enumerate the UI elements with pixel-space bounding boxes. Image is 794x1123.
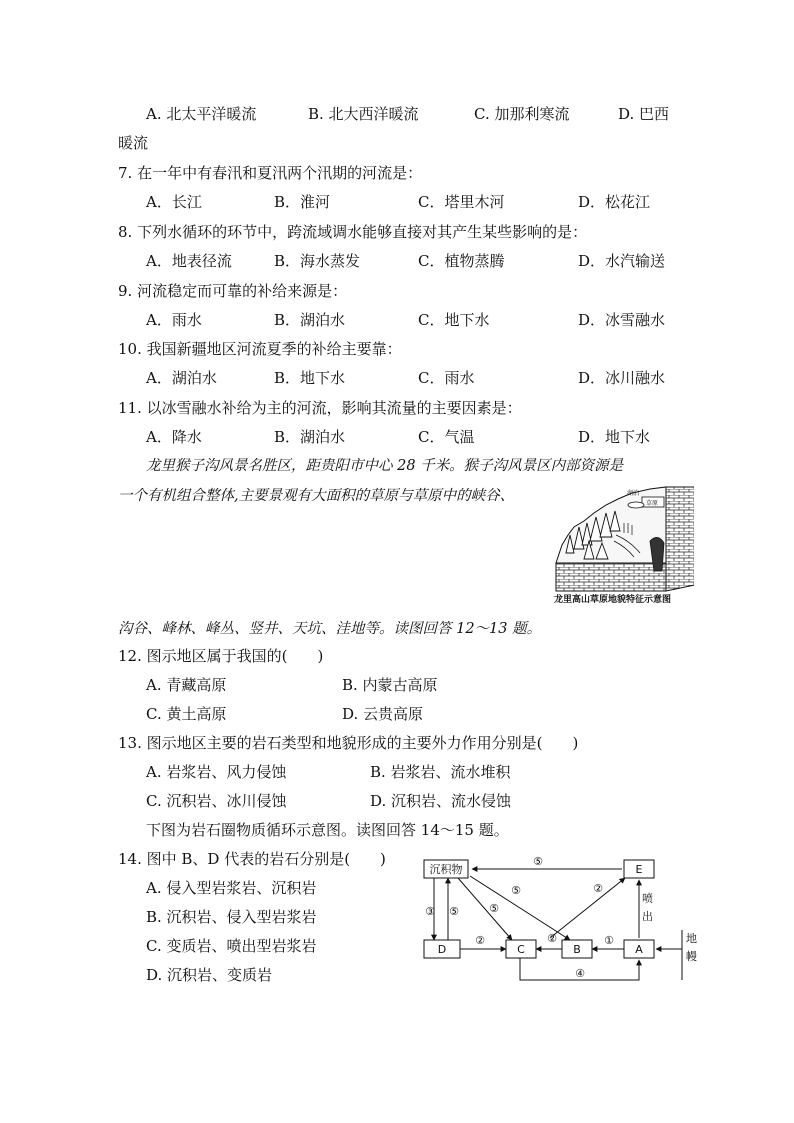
- q12-option-b: B. 内蒙古高原: [342, 676, 438, 694]
- arrow-label-top: ⑤: [533, 855, 543, 868]
- arrow-label-d-c: ②: [475, 934, 485, 947]
- lake-label: 湖泊: [627, 490, 640, 497]
- q10-stem: 10. 我国新疆地区河流夏季的补给主要靠：: [118, 340, 402, 358]
- q10-option-a: A．湖泊水: [146, 369, 217, 387]
- q11-stem: 11. 以冰雪融水补给为主的河流，影响其流量的主要因素是：: [118, 399, 522, 417]
- q7-stem: 7. 在一年中有春汛和夏汛两个汛期的河流是：: [118, 164, 423, 182]
- arrow-label-bottom: ④: [575, 967, 585, 980]
- q9-option-a: A．雨水: [146, 311, 202, 329]
- q11-option-b: B．湖泊水: [274, 428, 346, 446]
- q12-option-c: C. 黄土高原: [146, 705, 227, 723]
- q11-option-d: D．地下水: [578, 428, 651, 446]
- q6-continuation: 暖流: [118, 134, 149, 152]
- q6-option-d: D. 巴西: [618, 105, 670, 123]
- q9-option-d: D．冰雪融水: [578, 311, 666, 329]
- rock-cycle-diagram: [420, 850, 710, 990]
- erupt-label-2: 出: [642, 910, 653, 923]
- q10-option-d: D．冰川融水: [578, 369, 666, 387]
- arrow-label-d-right: ⑤: [449, 905, 459, 918]
- arrow-label-d-left: ③: [425, 905, 435, 918]
- erupt-label-1: 喷: [642, 892, 653, 905]
- arrow-label-sed-b: ⑤: [511, 884, 521, 897]
- arrow-label-e-c: ②: [593, 882, 603, 895]
- q14-option-b: B. 沉积岩、侵入型岩浆岩: [146, 908, 317, 926]
- mantle-label-1: 地: [686, 932, 697, 945]
- q8-option-b: B．海水蒸发: [274, 252, 361, 270]
- q8-option-a: A．地表径流: [146, 252, 232, 270]
- arrow-label-c-b: ②: [547, 932, 557, 945]
- q12-option-a: A. 青藏高原: [146, 676, 227, 694]
- q13-option-c: C. 沉积岩、冰川侵蚀: [146, 792, 287, 810]
- box-d: D: [437, 943, 447, 956]
- rock-cycle-svg: [420, 850, 710, 990]
- box-sediment: 沉积物: [429, 863, 463, 876]
- q7-option-a: A．长江: [146, 193, 202, 211]
- q10-option-b: B．地下水: [274, 369, 346, 387]
- q13-option-a: A. 岩浆岩、风力侵蚀: [146, 763, 287, 781]
- grassland-label: 草原: [646, 500, 659, 507]
- q6-option-b: B. 北大西洋暖流: [308, 105, 419, 123]
- passage-line-3: 沟谷、峰林、峰丛、竖井、天坑、洼地等。读图回答 12～13 题。: [118, 621, 542, 637]
- box-a: A: [635, 943, 643, 956]
- arrow-label-b-a: ①: [604, 934, 614, 947]
- q12-stem: 12. 图示地区属于我国的( ): [118, 647, 324, 665]
- q11-option-c: C．气温: [418, 428, 475, 446]
- box-e: E: [635, 863, 643, 876]
- q12-option-d: D. 云贵高原: [342, 705, 424, 723]
- q13-stem: 13. 图示地区主要的岩石类型和地貌形成的主要外力作用分别是( ): [118, 734, 579, 752]
- box-c: C: [517, 943, 525, 956]
- q9-option-c: C．地下水: [418, 311, 490, 329]
- q7-option-b: B．淮河: [274, 193, 331, 211]
- q14-option-c: C. 变质岩、喷出型岩浆岩: [146, 937, 317, 955]
- karst-landscape-figure: [554, 483, 694, 608]
- q13-option-d: D. 沉积岩、流水侵蚀: [370, 792, 512, 810]
- q8-option-c: C．植物蒸腾: [418, 252, 505, 270]
- q9-stem: 9. 河流稳定而可靠的补给来源是：: [118, 282, 348, 300]
- q14-option-a: A. 侵入型岩浆岩、沉积岩: [146, 879, 317, 897]
- q14-stem: 14. 图中 B、D 代表的岩石分别是( ): [118, 850, 386, 868]
- q6-option-c: C. 加那利寒流: [474, 105, 570, 123]
- passage-line-2: 一个有机组合整体,主要景观有大面积的草原与草原中的峡谷、: [118, 488, 515, 504]
- karst-block-diagram: [554, 483, 694, 608]
- q6-option-a: A. 北太平洋暖流: [146, 105, 257, 123]
- q14-option-d: D. 沉积岩、变质岩: [146, 966, 273, 984]
- arrow-label-sed-c: ⑤: [489, 902, 499, 915]
- figure-caption: 龙里高山草原地貌特征示意图: [554, 595, 672, 605]
- mantle-label-2: 幔: [686, 950, 697, 963]
- q7-option-c: C．塔里木河: [418, 193, 505, 211]
- q13-option-b: B. 岩浆岩、流水堆积: [370, 763, 511, 781]
- passage-line-1: 龙里猴子沟风景名胜区，距贵阳市中心 28 千米。猴子沟风景区内部资源是: [146, 458, 624, 474]
- q10-option-c: C．雨水: [418, 369, 475, 387]
- box-b: B: [573, 943, 581, 956]
- q7-option-d: D．松花江: [578, 193, 651, 211]
- q8-stem: 8. 下列水循环的环节中，跨流域调水能够直接对其产生某些影响的是：: [118, 223, 588, 241]
- q8-option-d: D．水汽输送: [578, 252, 666, 270]
- q9-option-b: B．湖泊水: [274, 311, 346, 329]
- intro-14-15: 下图为岩石圈物质循环示意图。读图回答 14～15 题。: [146, 821, 509, 839]
- q11-option-a: A．降水: [146, 428, 202, 446]
